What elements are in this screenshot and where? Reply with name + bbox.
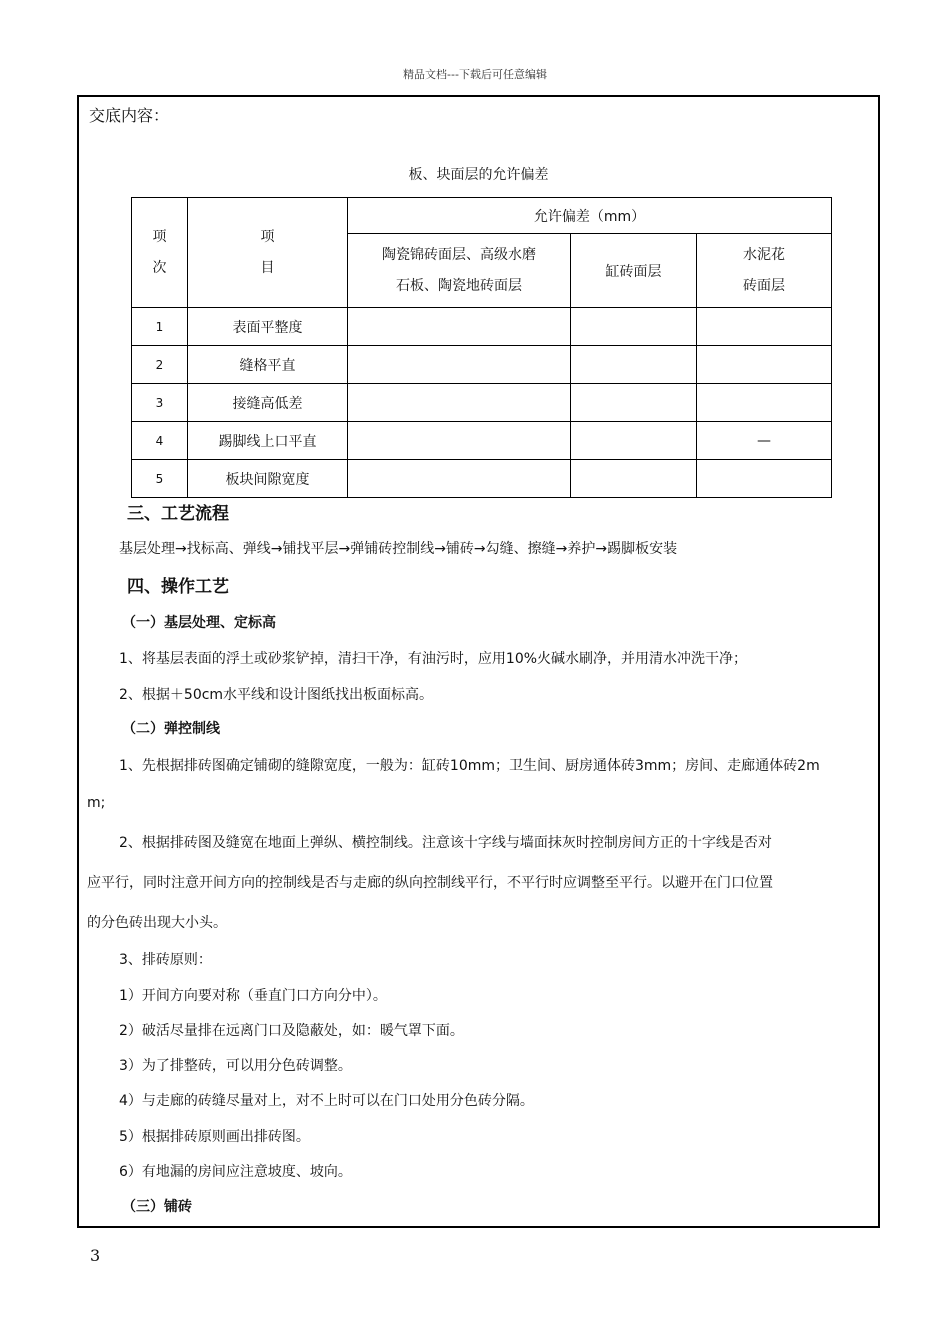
row-number: 1: [132, 308, 188, 346]
list-item: 1）开间方向要对称（垂直门口方向分中）。: [119, 988, 387, 1004]
row-item: 踢脚线上口平直: [188, 422, 348, 460]
header-number-top: 项: [152, 229, 167, 246]
row-value-mosaic: [348, 308, 571, 346]
row-number: 3: [132, 384, 188, 422]
paragraph-continuation: 的分色砖出现大小头。: [87, 915, 227, 931]
table-row: [132, 308, 832, 346]
paragraph: 1、先根据排砖图确定铺砌的缝隙宽度，一般为：缸砖10mm；卫生间、厨房通体砖3mm；房间、走廊通体砖2m: [119, 758, 820, 774]
table-header-row: [132, 198, 832, 234]
subheader-mosaic-line2: 石板、陶瓷地砖面层: [396, 277, 522, 294]
row-value-mosaic: [348, 346, 571, 384]
subheading-control-lines: （二）弹控制线: [122, 721, 220, 737]
row-item: 表面平整度: [188, 308, 348, 346]
row-item: 缝格平直: [188, 346, 348, 384]
list-item: 5）根据排砖原则画出排砖图。: [119, 1129, 310, 1145]
row-item: 板块间隙宽度: [188, 460, 348, 498]
paragraph: 2、根据＋50cm水平线和设计图纸找出板面标高。: [119, 687, 434, 703]
subheader-cement-line1: 水泥花: [743, 247, 785, 264]
section-label: 交底内容：: [89, 106, 170, 125]
subheader-cement-tile: [697, 234, 832, 308]
row-number: 2: [132, 346, 188, 384]
header-number-bottom: 次: [152, 259, 167, 276]
subheading-tiling: （三）铺砖: [122, 1199, 192, 1215]
subheader-cement-line2: 砖面层: [743, 277, 785, 294]
paragraph-continuation: 应平行，同时注意开间方向的控制线是否与走廊的纵向控制线平行，不平行时应调整至平行。以避开在门口位置: [87, 875, 773, 891]
subheader-clay-tile: 缸砖面层: [571, 234, 697, 308]
header-col-number: [132, 198, 188, 308]
row-value-mosaic: [348, 422, 571, 460]
paragraph-continuation: m;: [87, 795, 106, 811]
row-value-clay: [571, 422, 697, 460]
row-value-cement: [697, 460, 832, 498]
row-value-cement: [697, 308, 832, 346]
row-number: 5: [132, 460, 188, 498]
section-heading-process: 三、工艺流程: [127, 504, 229, 524]
row-value-mosaic: [348, 384, 571, 422]
header-col-item: [188, 198, 348, 308]
list-item: 2）破活尽量排在远离门口及隐蔽处，如：暖气罩下面。: [119, 1023, 464, 1039]
paragraph: 1、将基层表面的浮土或砂浆铲掉，清扫干净，有油污时，应用10%火碱水刷净，并用清水冲洗干净；: [119, 651, 748, 667]
page-number: 3: [90, 1246, 101, 1265]
list-item: 4）与走廊的砖缝尽量对上，对不上时可以在门口处用分色砖分隔。: [119, 1093, 534, 1109]
process-flow-text: 基层处理→找标高、弹线→铺找平层→弹铺砖控制线→铺砖→勾缝、擦缝→养护→踢脚板安装: [119, 541, 678, 557]
row-value-clay: [571, 460, 697, 498]
table-row: [132, 384, 832, 422]
row-value-clay: [571, 384, 697, 422]
subheading-base-treatment: （一）基层处理、定标高: [122, 615, 276, 631]
paragraph: 3、排砖原则：: [119, 952, 212, 968]
document-frame: [77, 95, 880, 1228]
deviation-table: [131, 197, 832, 498]
header-item-bottom: 目: [260, 259, 275, 276]
row-number: 4: [132, 422, 188, 460]
section-heading-operation: 四、操作工艺: [127, 577, 229, 597]
subheader-mosaic-line1: 陶瓷锦砖面层、高级水磨: [382, 247, 536, 264]
row-value-clay: [571, 346, 697, 384]
row-value-mosaic: [348, 460, 571, 498]
row-value-clay: [571, 308, 697, 346]
page-header-note: 精品文档---下载后可任意编辑: [403, 68, 547, 81]
list-item: 6）有地漏的房间应注意坡度、坡向。: [119, 1164, 352, 1180]
row-item: 接缝高低差: [188, 384, 348, 422]
list-item: 3）为了排整砖，可以用分色砖调整。: [119, 1058, 352, 1074]
table-row: [132, 460, 832, 498]
table-row: [132, 422, 832, 460]
table-row: [132, 346, 832, 384]
table-title: 板、块面层的允许偏差: [408, 167, 549, 183]
row-value-cement: —: [697, 422, 832, 460]
header-group-tolerance: 允许偏差（mm）: [348, 198, 832, 234]
subheader-mosaic: [348, 234, 571, 308]
row-value-cement: [697, 384, 832, 422]
row-value-cement: [697, 346, 832, 384]
paragraph: 2、根据排砖图及缝宽在地面上弹纵、横控制线。注意该十字线与墙面抹灰时控制房间方正的十字线是否对: [119, 835, 772, 851]
header-item-top: 项: [260, 229, 275, 246]
